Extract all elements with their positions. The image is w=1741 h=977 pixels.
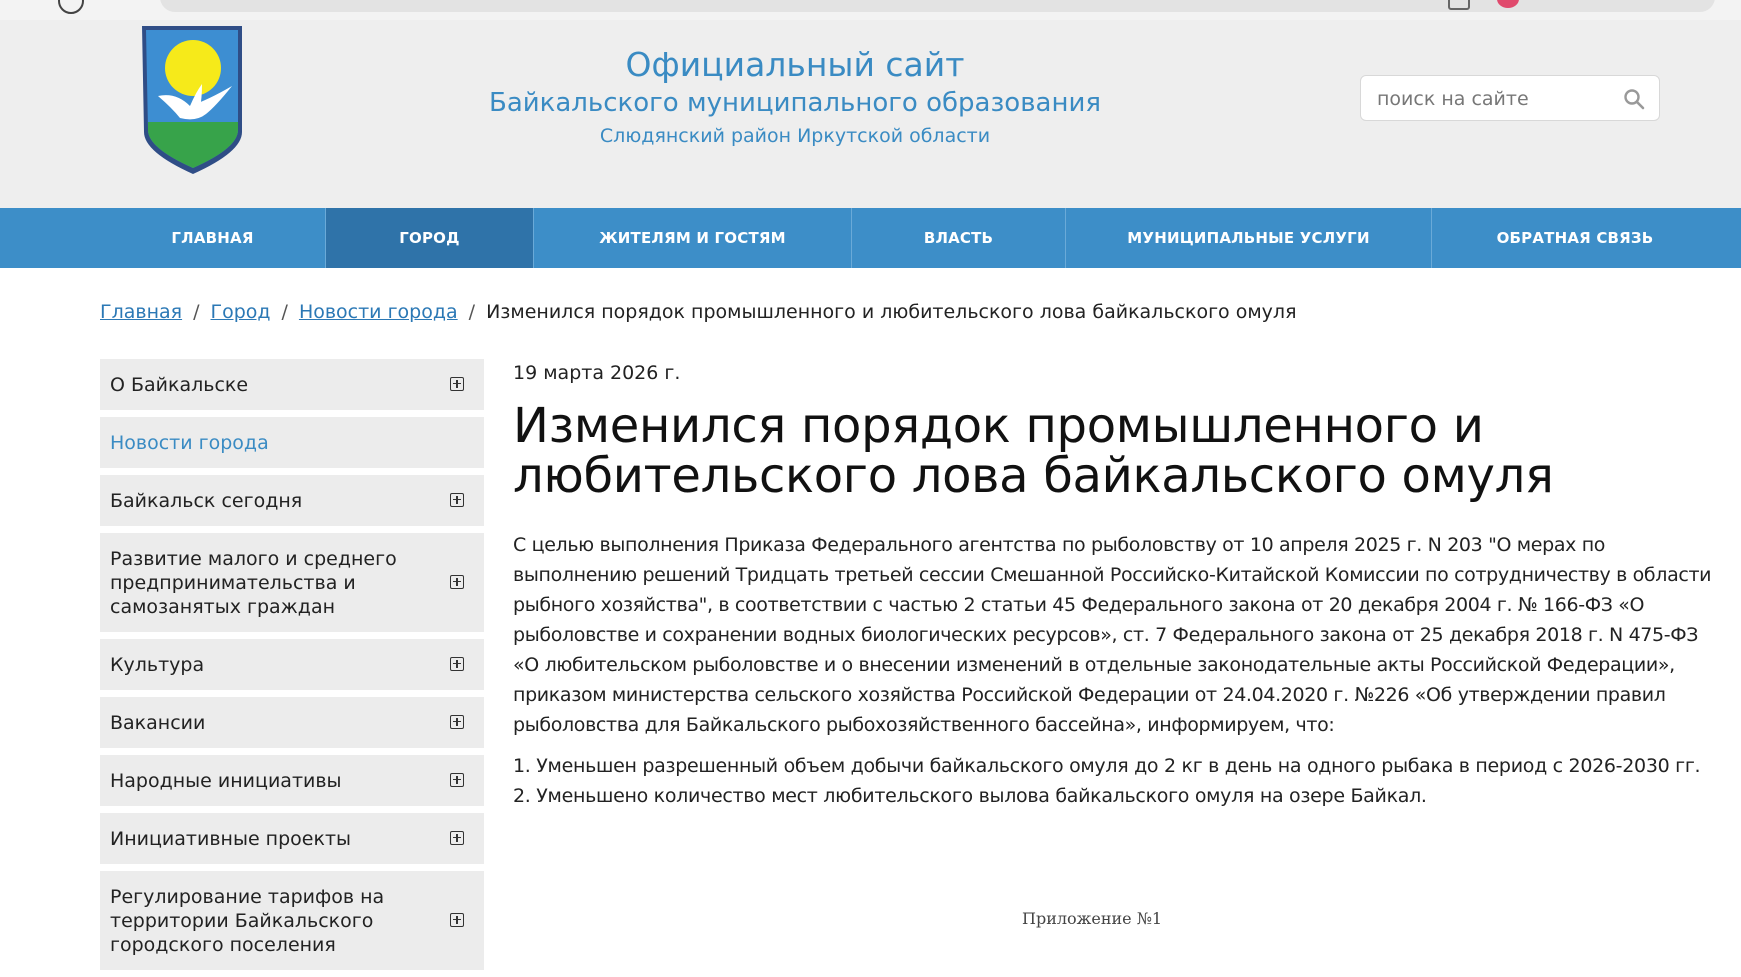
search-input[interactable] [1375, 86, 1619, 112]
sidebar-item-baikalsk-today[interactable] [100, 475, 484, 526]
sidebar-item-city-news[interactable] [100, 417, 484, 468]
expand-icon[interactable] [450, 773, 464, 787]
expand-icon[interactable] [450, 657, 464, 671]
search-box [1360, 75, 1660, 121]
breadcrumb-current: Изменился порядок промышленного и любительского лова байкальского омуля [486, 301, 1297, 323]
expand-icon[interactable] [450, 913, 464, 927]
sidebar-item-tariffs[interactable] [100, 871, 484, 970]
sidebar-item-label: Вакансии [110, 712, 206, 734]
breadcrumb-link-home[interactable]: Главная [100, 301, 183, 323]
breadcrumb [100, 301, 1297, 323]
site-subtitle: Слюдянский район Иркутской области [599, 125, 991, 147]
breadcrumb-link-news[interactable]: Новости города [298, 301, 458, 323]
site-title-line1: Официальный сайт [625, 45, 965, 84]
sidebar-item-business[interactable] [100, 533, 484, 632]
article-date: 19 марта 2026 г. [513, 362, 681, 384]
nav-item-services[interactable]: МУНИЦИПАЛЬНЫЕ УСЛУГИ [1066, 208, 1432, 268]
sidebar-item-label: Культура [110, 654, 205, 676]
expand-icon[interactable] [450, 831, 464, 845]
expand-icon[interactable] [450, 377, 464, 391]
list-item: 2. Уменьшено количество мест любительского вылова байкальского омуля на озере Байкал. [513, 785, 1427, 807]
list-item: 1. Уменьшен разрешенный объем добычи байкальского омуля до 2 кг в день на одного рыбака в период с 2026-2030 гг. [513, 755, 1701, 777]
article-title: Изменился порядок промышленного и любительского лова байкальского омуля [513, 398, 1554, 504]
breadcrumb-link-city[interactable]: Город [210, 301, 271, 323]
nav-item-residents[interactable]: ЖИТЕЛЯМ И ГОСТЯМ [534, 208, 852, 268]
nav-item-city[interactable]: ГОРОД [326, 208, 534, 268]
sidebar-item-label: Инициативные проекты [110, 828, 352, 850]
sidebar-item-label: Байкальск сегодня [110, 490, 303, 512]
sidebar-item-label: Регулирование тарифов на территории Байкальского городского поселения [110, 886, 385, 956]
sidebar-item-vacancies[interactable] [100, 697, 484, 748]
breadcrumb-separator: / [193, 301, 200, 323]
coat-of-arms-icon[interactable] [136, 22, 250, 178]
browser-chrome [0, 0, 1741, 20]
expand-icon[interactable] [450, 575, 464, 589]
bookmark-icon[interactable] [1448, 0, 1470, 10]
address-bar[interactable] [160, 0, 1715, 12]
sidebar-item-people-initiatives[interactable] [100, 755, 484, 806]
sidebar-item-initiative-projects[interactable] [100, 813, 484, 864]
site-header [0, 20, 1741, 208]
sidebar-item-label: О Байкальске [110, 374, 249, 396]
sidebar-menu [100, 359, 484, 977]
expand-icon[interactable] [450, 715, 464, 729]
sidebar-item-about[interactable] [100, 359, 484, 410]
breadcrumb-separator: / [468, 301, 476, 323]
sidebar-item-culture[interactable] [100, 639, 484, 690]
main-nav [0, 208, 1741, 268]
site-title-line2: Байкальского муниципального образования [489, 88, 1101, 118]
search-icon[interactable] [1623, 88, 1645, 110]
nav-item-authority[interactable]: ВЛАСТЬ [852, 208, 1066, 268]
sidebar-item-label: Народные инициативы [110, 770, 342, 792]
info-icon[interactable] [58, 0, 84, 14]
site-title [440, 44, 1150, 152]
sidebar-item-label: Новости города [110, 432, 269, 454]
breadcrumb-separator: / [281, 301, 288, 323]
expand-icon[interactable] [450, 493, 464, 507]
sidebar-item-label: Развитие малого и среднего предпринимательства и самозанятых граждан [110, 548, 397, 618]
article-list [513, 751, 1728, 811]
nav-item-feedback[interactable]: ОБРАТНАЯ СВЯЗЬ [1496, 229, 1654, 247]
article-body: С целью выполнения Приказа Федерального агентства по рыболовству от 10 апреля 2025 г. N 203 "О мерах по выполнению решений Тридцать третьей сессии Смешанной Российско-Китайской Комиссии по сотрудничеству в области рыбного хозяйства", в соответствии с частью 2 статьи 45 Федерального закона от 20 декабря 2004 г. № 166-ФЗ «О рыболовстве и сохранении водных биологических ресурсов», ст. 7 Федерального закона от 25 декабря 2018 г. N 475-ФЗ «О любительском рыболовстве и о внесении изменений в отдельные законодательные акты Российской Федерации», приказом министерства сельского хозяйства Российской Федерации от 24.04.2020 г. №226 «Об утверждении правил рыболовства для Байкальского рыбохозяйственного бассейна», информируем, что: [513, 534, 1712, 736]
nav-item-home[interactable]: ГЛАВНАЯ [100, 208, 326, 268]
appendix-label: Приложение №1 [1022, 909, 1163, 928]
article [513, 362, 1728, 811]
